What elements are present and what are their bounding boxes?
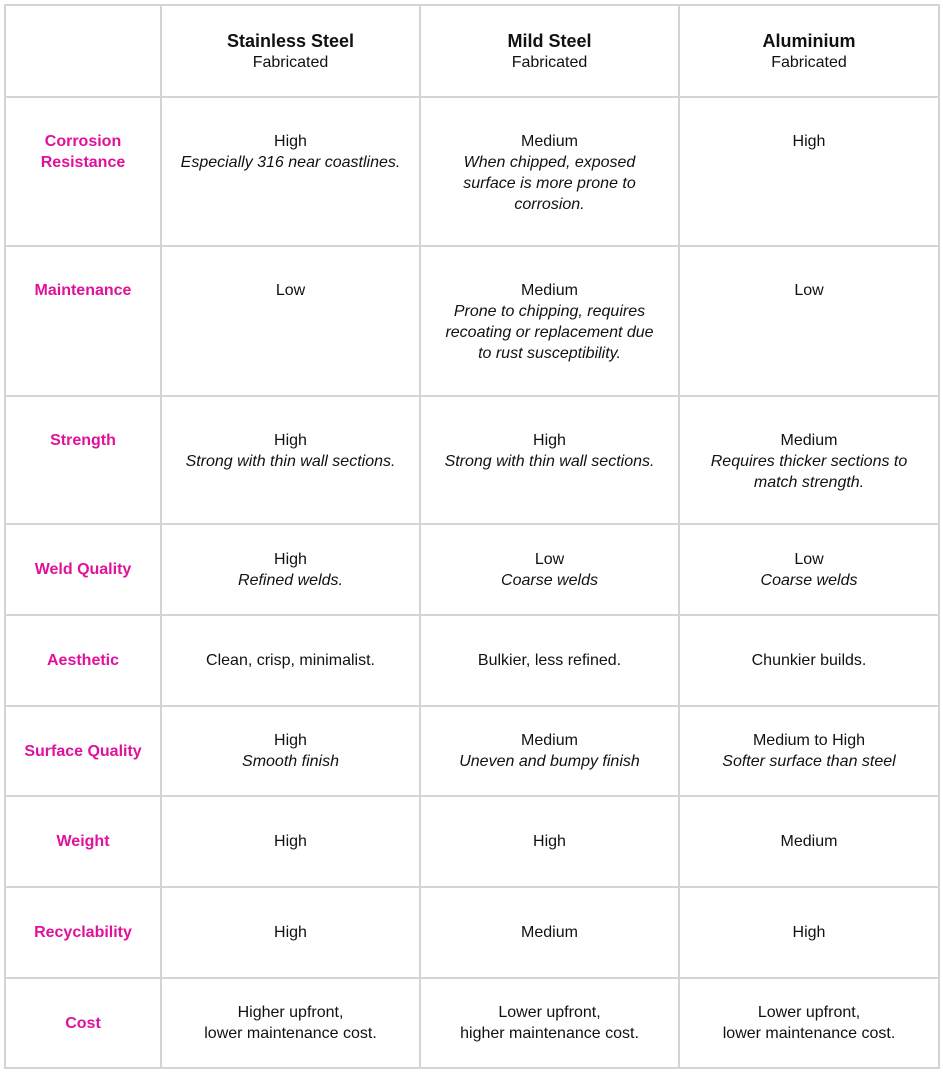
cell-level-line2: higher maintenance cost. [460,1025,639,1042]
table-cell [679,796,939,887]
comparison-table-wrapper [4,4,940,1069]
cell-note: When chipped, exposed surface is more prone to corrosion. [463,154,636,213]
cell-note: Coarse welds [501,571,598,589]
cell-level: Clean, crisp, minimalist. [206,652,375,669]
column-material: Mild Steel [507,31,592,51]
table-cell [161,396,420,524]
cell-level: Low [534,550,565,568]
table-cell [161,97,420,246]
table-cell [420,978,679,1068]
table-cell [420,97,679,246]
corner-cell [5,5,161,97]
table-row [5,396,939,524]
cell-level: Chunkier builds. [751,652,867,669]
table-cell [679,396,939,524]
table-cell [679,706,939,796]
table-cell [679,524,939,615]
row-label-text: Surface Quality [24,742,142,760]
cell-level: Medium [521,732,578,749]
column-header [161,5,420,97]
row-label [5,978,161,1068]
table-row [5,524,939,615]
cell-level: High [274,550,307,568]
row-label-text: Recyclability [34,924,132,941]
table-cell [679,246,939,396]
table-cell [679,887,939,978]
header-row [5,5,939,97]
row-label-text: Cost [65,1014,101,1032]
table-row [5,796,939,887]
column-material: Aluminium [762,31,856,51]
row-label-text: Weld Quality [34,561,132,578]
cell-level: High [792,924,826,941]
cell-level: Medium [780,432,838,449]
material-comparison-table [4,4,940,1069]
cell-level-line2: lower maintenance cost. [204,1025,377,1042]
cell-level: High [274,133,307,150]
table-cell [161,246,420,396]
cell-level: Higher upfront, [237,1004,344,1021]
cell-note: Strong with thin wall sections. [185,453,396,470]
row-label [5,706,161,796]
cell-level: Lower upfront, [757,1004,861,1021]
table-cell [679,97,939,246]
cell-level: High [533,833,566,850]
cell-note: Uneven and bumpy finish [459,753,640,770]
cell-level: Lower upfront, [498,1004,601,1021]
cell-level: Low [275,282,306,299]
cell-level: Medium [521,924,578,941]
column-type: Fabricated [771,54,847,71]
column-header [420,5,679,97]
column-material: Stainless Steel [226,31,355,51]
table-cell [420,246,679,396]
row-label [5,615,161,706]
row-label [5,97,161,246]
table-cell [161,887,420,978]
row-label-text: Corrosion Resistance [40,133,126,171]
cell-level: Medium [521,282,578,299]
column-type: Fabricated [252,54,329,71]
column-header [679,5,939,97]
table-cell [161,615,420,706]
table-cell [679,978,939,1068]
cell-level: High [792,133,826,150]
table-cell [420,796,679,887]
cell-level: Bulkier, less refined. [477,652,622,669]
row-label [5,796,161,887]
cell-level: High [274,732,307,749]
cell-note: Strong with thin wall sections. [444,453,655,470]
cell-note: Smooth finish [242,753,339,770]
table-row [5,97,939,246]
table-cell [420,887,679,978]
table-cell [420,615,679,706]
table-row [5,615,939,706]
cell-note: Refined welds. [238,571,343,589]
table-row [5,706,939,796]
table-cell [420,524,679,615]
table-cell [679,615,939,706]
row-label-text: Maintenance [34,282,132,299]
cell-note: Prone to chipping, requires recoating or replacement due to rust susceptibility. [445,303,654,362]
cell-level: High [274,924,307,941]
row-label-text: Strength [50,432,116,449]
cell-level: Low [794,550,824,568]
row-label [5,524,161,615]
cell-level: Low [794,282,824,299]
table-row [5,978,939,1068]
row-label [5,396,161,524]
table-cell [161,796,420,887]
cell-level: Medium [521,133,578,150]
row-label-text: Weight [56,833,110,850]
cell-note: Softer surface than steel [722,753,896,770]
cell-note: Especially 316 near coastlines. [180,154,401,171]
table-cell [420,706,679,796]
row-label [5,246,161,396]
cell-level: High [533,432,566,449]
row-label [5,887,161,978]
table-cell [420,396,679,524]
table-cell [161,706,420,796]
table-row [5,887,939,978]
cell-level: High [274,833,307,850]
cell-note: Coarse welds [760,571,858,589]
column-type: Fabricated [511,54,588,71]
table-cell [161,978,420,1068]
table-cell [161,524,420,615]
cell-level: Medium [780,833,838,850]
table-row [5,246,939,396]
row-label-text: Aesthetic [46,652,120,669]
cell-level: Medium to High [752,732,866,749]
cell-note: Requires thicker sections to match strength. [710,453,908,491]
cell-level: High [274,432,307,449]
cell-level-line2: lower maintenance cost. [722,1025,896,1042]
